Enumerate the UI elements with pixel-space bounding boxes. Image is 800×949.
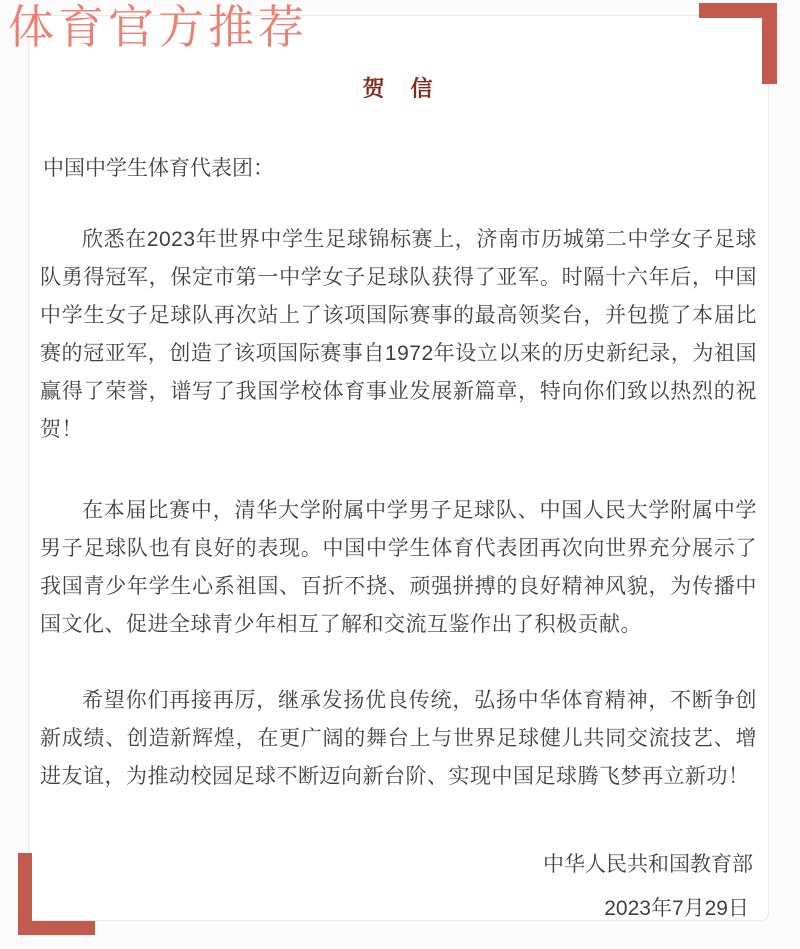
letter-title: 贺 信 <box>362 76 435 101</box>
letter-date: 2023年7月29日 <box>604 897 749 920</box>
corner-accent-top-right-vertical <box>762 3 777 84</box>
letter-paragraph-2: 在本届比赛中，清华大学附属中学男子足球队、中国人民大学附属中学男子足球队也有良好的表现。中国中学生体育代表团再次向世界充分展示了我国青少年学生心系祖国、百折不挠、顽强拼搏的良好精神风貌，为传播中国文化、促进全球青少年相互了解和交流互鉴作出了积极贡献。 <box>40 499 757 636</box>
letter-panel <box>28 15 769 921</box>
letter-salutation: 中国中学生体育代表团： <box>43 157 274 180</box>
corner-accent-bottom-left-horizontal <box>18 921 95 935</box>
letter-paragraph-1: 欣悉在2023年世界中学生足球锦标赛上，济南市历城第二中学女子足球队勇得冠军，保定市第一中学女子足球队获得了亚军。时隔十六年后，中国中学生女子足球队再次站上了该项国际赛事的最高领奖台，并包揽了本届比赛的冠亚军，创造了该项国际赛事自1972年设立以来的历史新纪录，为祖国赢得了荣誉，谱写了我国学校体育事业发展新篇章，特向你们致以热烈的祝贺！ <box>40 228 757 441</box>
promo-banner-text: 体育官方推荐 <box>8 2 308 53</box>
letter-paragraph-3: 希望你们再接再厉，继承发扬优良传统，弘扬中华体育精神，不断争创新成绩、创造新辉煌，在更广阔的舞台上与世界足球健儿共同交流技艺、增进友谊，为推动校园足球不断迈向新台阶、实现中国足球腾飞梦再立新功！ <box>40 689 757 788</box>
letter-signature: 中华人民共和国教育部 <box>543 853 753 876</box>
letter-body <box>29 74 768 924</box>
